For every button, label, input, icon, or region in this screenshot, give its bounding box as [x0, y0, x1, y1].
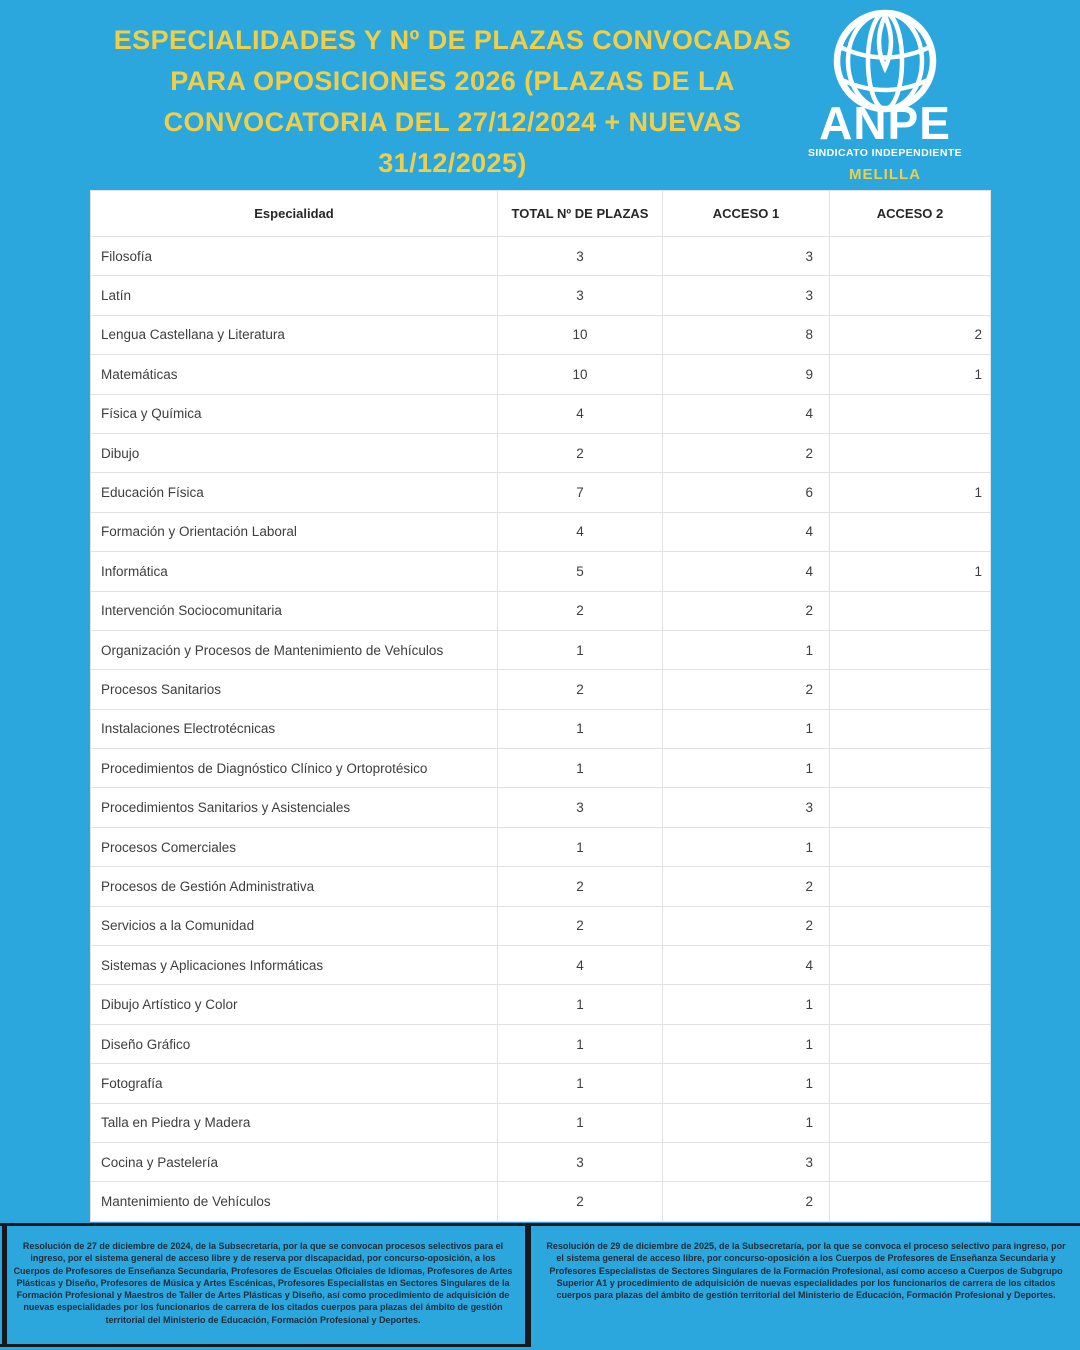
table-header — [91, 191, 991, 237]
total-plazas-cell: 1 — [498, 1024, 663, 1063]
acceso2-cell — [830, 591, 991, 630]
table-row — [91, 355, 991, 394]
total-plazas-cell: 2 — [498, 670, 663, 709]
table-row — [91, 276, 991, 315]
table-row — [91, 670, 991, 709]
acceso1-cell: 3 — [663, 237, 830, 276]
table-row — [91, 985, 991, 1024]
table-row — [91, 788, 991, 827]
acceso2-cell — [830, 237, 991, 276]
total-plazas-cell: 2 — [498, 591, 663, 630]
total-plazas-cell: 1 — [498, 709, 663, 748]
especialidad-cell: Educación Física — [91, 473, 498, 512]
especialidad-cell: Intervención Sociocomunitaria — [91, 591, 498, 630]
acceso1-cell: 1 — [663, 630, 830, 669]
col-header-total: TOTAL Nº DE PLAZAS — [498, 191, 663, 237]
acceso2-cell — [830, 709, 991, 748]
acceso1-cell: 4 — [663, 552, 830, 591]
total-plazas-cell: 3 — [498, 788, 663, 827]
acceso1-cell: 9 — [663, 355, 830, 394]
acceso2-cell — [830, 670, 991, 709]
footer-top-divider — [0, 1223, 1080, 1226]
table-row — [91, 473, 991, 512]
acceso1-cell: 8 — [663, 315, 830, 354]
total-plazas-cell: 10 — [498, 355, 663, 394]
acceso2-cell: 1 — [830, 355, 991, 394]
especialidad-cell: Procesos Sanitarios — [91, 670, 498, 709]
acceso2-cell — [830, 1103, 991, 1142]
table-row — [91, 433, 991, 472]
acceso1-cell: 2 — [663, 433, 830, 472]
total-plazas-cell: 4 — [498, 394, 663, 433]
footnote-resolucion-2025: Resolución de 29 de diciembre de 2025, de la Subsecretaría, por la que se convoca el proceso selectivo para ingreso, por el sistema general de acceso libre, por concurso-oposición a los Cuerpos de Profesores de Enseñanza Secundaria y Profesores Especialistas de Sectores Singulares de la Formación Profesional, así como acceso a Cuerpos de Subgrupo Superior A1 y procedimiento de adquisición de nuevas especialidades por los funcionarios de carrera de los citados cuerpos para plazas del ámbito de gestión territorial del Ministerio de Educación, Formación Profesional y Deportes. — [546, 1241, 1066, 1301]
acceso2-cell — [830, 788, 991, 827]
table-row — [91, 591, 991, 630]
table-row — [91, 394, 991, 433]
page-title — [95, 20, 810, 184]
logo-name: ANPE — [819, 97, 951, 149]
footnote-resolucion-2024: Resolución de 27 de diciembre de 2024, de la Subsecretaría, por la que se convocan procesos selectivos para el ingreso, por el sistema general de acceso libre y de reserva por discapacidad, por concurso-oposición, a los Cuerpos de Profesores de Enseñanza Secundaria, Profesores de Escuelas Oficiales de Idiomas, Profesores de Artes Plásticas y Diseño, Profesores de Música y Artes Escénicas, Profesores Especialistas en Sectores Singulares de la Formación Profesional y Maestros de Taller de Artes Plásticas y Diseño, así como procedimiento de adquisición de nuevas especialidades por los funcionarios de carrera de los citados cuerpos para plazas del ámbito de gestión territorial del Ministerio de Educación, Formación Profesional y Deportes. — [13, 1241, 513, 1325]
acceso2-cell — [830, 1024, 991, 1063]
acceso1-cell: 3 — [663, 1142, 830, 1181]
acceso1-cell: 1 — [663, 1064, 830, 1103]
acceso2-cell — [830, 433, 991, 472]
table-row — [91, 237, 991, 276]
acceso1-cell: 1 — [663, 985, 830, 1024]
plazas-table — [90, 190, 991, 1222]
especialidad-cell: Dibujo Artístico y Color — [91, 985, 498, 1024]
acceso2-cell — [830, 276, 991, 315]
table-row — [91, 709, 991, 748]
total-plazas-cell: 10 — [498, 315, 663, 354]
especialidad-cell: Procesos de Gestión Administrativa — [91, 867, 498, 906]
acceso2-cell — [830, 867, 991, 906]
acceso2-cell — [830, 906, 991, 945]
table-row — [91, 827, 991, 866]
table-row — [91, 1142, 991, 1181]
total-plazas-cell: 2 — [498, 1182, 663, 1221]
total-plazas-cell: 3 — [498, 237, 663, 276]
total-plazas-cell: 4 — [498, 946, 663, 985]
acceso1-cell: 6 — [663, 473, 830, 512]
total-plazas-cell: 1 — [498, 827, 663, 866]
acceso2-cell — [830, 749, 991, 788]
acceso2-cell — [830, 630, 991, 669]
total-plazas-cell: 7 — [498, 473, 663, 512]
table-row — [91, 1024, 991, 1063]
total-plazas-cell: 1 — [498, 1064, 663, 1103]
especialidad-cell: Cocina y Pastelería — [91, 1142, 498, 1181]
acceso1-cell: 3 — [663, 788, 830, 827]
acceso2-cell: 1 — [830, 552, 991, 591]
especialidad-cell: Formación y Orientación Laboral — [91, 512, 498, 551]
footer-bottom-divider — [0, 1344, 531, 1347]
total-plazas-cell: 1 — [498, 1103, 663, 1142]
footer-middle-bar — [525, 1223, 531, 1347]
acceso2-cell: 1 — [830, 473, 991, 512]
title-line-4: 31/12/2025) — [378, 148, 527, 178]
total-plazas-cell: 2 — [498, 433, 663, 472]
acceso2-cell — [830, 827, 991, 866]
especialidad-cell: Informática — [91, 552, 498, 591]
especialidad-cell: Organización y Procesos de Mantenimiento de Vehículos — [91, 630, 498, 669]
acceso1-cell: 2 — [663, 906, 830, 945]
especialidad-cell: Sistemas y Aplicaciones Informáticas — [91, 946, 498, 985]
especialidad-cell: Procedimientos de Diagnóstico Clínico y Ortoprotésico — [91, 749, 498, 788]
especialidad-cell: Procesos Comerciales — [91, 827, 498, 866]
especialidad-cell: Diseño Gráfico — [91, 1024, 498, 1063]
col-header-acceso2: ACCESO 2 — [830, 191, 991, 237]
acceso1-cell: 1 — [663, 709, 830, 748]
total-plazas-cell: 3 — [498, 1142, 663, 1181]
table-row — [91, 1182, 991, 1221]
acceso2-cell — [830, 512, 991, 551]
title-line-1: ESPECIALIDADES Y Nº DE PLAZAS CONVOCADAS — [113, 25, 792, 55]
table-row — [91, 946, 991, 985]
acceso1-cell: 1 — [663, 749, 830, 788]
total-plazas-cell: 1 — [498, 985, 663, 1024]
title-line-3: CONVOCATORIA DEL 27/12/2024 + NUEVAS — [163, 107, 742, 137]
acceso1-cell: 1 — [663, 1103, 830, 1142]
total-plazas-cell: 5 — [498, 552, 663, 591]
anpe-logo — [795, 8, 975, 183]
col-header-acceso1: ACCESO 1 — [663, 191, 830, 237]
title-line-2: PARA OPOSICIONES 2026 (PLAZAS DE LA — [170, 66, 735, 96]
especialidad-cell: Física y Química — [91, 394, 498, 433]
table-row — [91, 906, 991, 945]
acceso2-cell: 2 — [830, 315, 991, 354]
table-row — [91, 552, 991, 591]
especialidad-cell: Dibujo — [91, 433, 498, 472]
acceso2-cell — [830, 1064, 991, 1103]
col-header-especialidad: Especialidad — [91, 191, 498, 237]
total-plazas-cell: 1 — [498, 630, 663, 669]
acceso2-cell — [830, 985, 991, 1024]
logo-subtitle: SINDICATO INDEPENDIENTE — [807, 147, 963, 159]
acceso1-cell: 1 — [663, 1024, 830, 1063]
especialidad-cell: Mantenimiento de Vehículos — [91, 1182, 498, 1221]
acceso1-cell: 4 — [663, 394, 830, 433]
acceso1-cell: 4 — [663, 512, 830, 551]
especialidad-cell: Talla en Piedra y Madera — [91, 1103, 498, 1142]
table-row — [91, 512, 991, 551]
acceso1-cell: 2 — [663, 1182, 830, 1221]
acceso2-cell — [830, 1182, 991, 1221]
table-header-row — [91, 191, 991, 237]
total-plazas-cell: 4 — [498, 512, 663, 551]
especialidad-cell: Procedimientos Sanitarios y Asistenciales — [91, 788, 498, 827]
total-plazas-cell: 1 — [498, 749, 663, 788]
total-plazas-cell: 2 — [498, 867, 663, 906]
acceso1-cell: 1 — [663, 827, 830, 866]
especialidad-cell: Filosofía — [91, 237, 498, 276]
acceso1-cell: 4 — [663, 946, 830, 985]
especialidad-cell: Matemáticas — [91, 355, 498, 394]
acceso1-cell: 3 — [663, 276, 830, 315]
logo-city: MELILLA — [849, 166, 921, 183]
acceso1-cell: 2 — [663, 670, 830, 709]
table-row — [91, 749, 991, 788]
especialidad-cell: Latín — [91, 276, 498, 315]
table-row — [91, 867, 991, 906]
table-row — [91, 630, 991, 669]
acceso2-cell — [830, 1142, 991, 1181]
table-row — [91, 315, 991, 354]
table-body — [91, 237, 991, 1222]
acceso1-cell: 2 — [663, 867, 830, 906]
especialidad-cell: Instalaciones Electrotécnicas — [91, 709, 498, 748]
acceso2-cell — [830, 946, 991, 985]
total-plazas-cell: 2 — [498, 906, 663, 945]
total-plazas-cell: 3 — [498, 276, 663, 315]
especialidad-cell: Servicios a la Comunidad — [91, 906, 498, 945]
especialidad-cell: Fotografía — [91, 1064, 498, 1103]
table-row — [91, 1064, 991, 1103]
acceso2-cell — [830, 394, 991, 433]
footer-left-bar — [2, 1223, 7, 1347]
acceso1-cell: 2 — [663, 591, 830, 630]
table-row — [91, 1103, 991, 1142]
especialidad-cell: Lengua Castellana y Literatura — [91, 315, 498, 354]
